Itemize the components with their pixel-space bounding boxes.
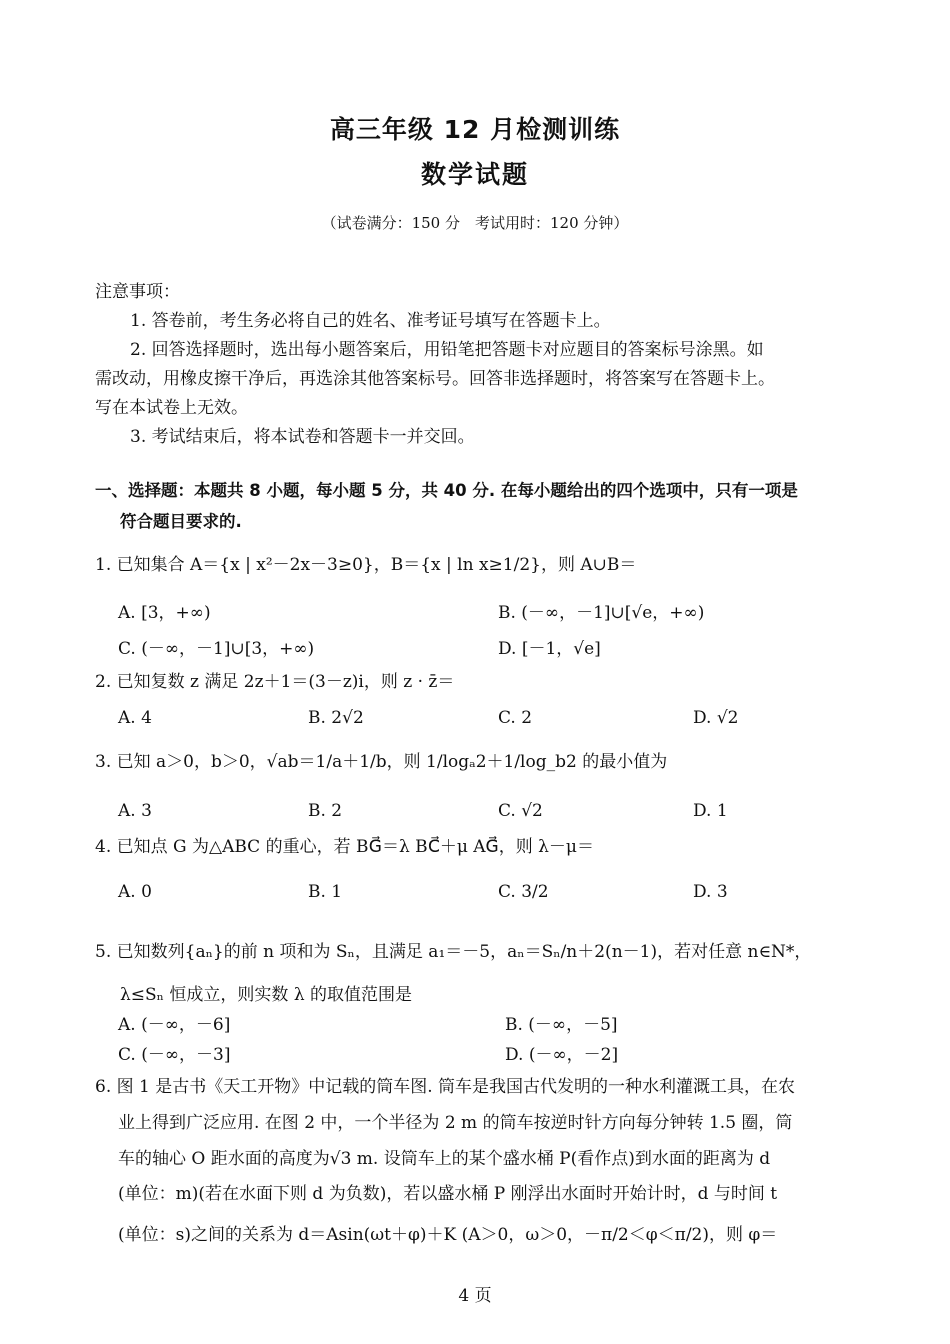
exam-title: 高三年级 12 月检测训练 [329,115,621,144]
note-item: 需改动，用橡皮擦干净后，再选涂其他答案标号。回答非选择题时，将答案写在答题卡上。 [95,369,775,389]
q1-option-a: A. [3，+∞) [118,603,211,623]
question-6-line: (单位：m)(若在水面下则 d 为负数)，若以盛水桶 P 刚浮出水面时开始计时，d 与时间 t [118,1184,778,1204]
question-6-line: 6. 图 1 是古书《天工开物》中记载的筒车图. 筒车是我国古代发明的一种水利灌溉工具，在农 [95,1077,796,1097]
q1-option-b: B. (－∞，－1]∪[√e，+∞) [498,603,705,623]
q2-option-a: A. 4 [118,708,152,728]
q5-option-a: A. (－∞，－6] [118,1015,231,1035]
question-4-stem: 4. 已知点 G 为△ABC 的重心，若 BG⃗＝λ BC⃗＋μ AG⃗，则 λ－μ＝ [95,837,594,857]
q4-option-d: D. 3 [693,882,728,902]
q1-option-d: D. [－1，√e] [498,639,601,659]
q2-option-b: B. 2√2 [308,708,364,728]
q2-option-d: D. √2 [693,708,739,728]
note-item: 1. 答卷前，考生务必将自己的姓名、准考证号填写在答题卡上。 [130,311,611,331]
notes-heading: 注意事项： [95,282,180,302]
question-5-stem-cont: λ≤Sₙ 恒成立，则实数 λ 的取值范围是 [120,985,413,1005]
note-item: 2. 回答选择题时，选出每小题答案后，用铅笔把答题卡对应题目的答案标号涂黑。如 [130,340,764,360]
question-2-stem: 2. 已知复数 z 满足 2z＋1＝(3－z)i，则 z · z̄＝ [95,672,455,692]
question-1-stem: 1. 已知集合 A＝{x | x²－2x－3≥0}，B＝{x | ln x≥1/2}，则 A∪B＝ [95,555,637,575]
q5-option-d: D. (－∞，－2] [505,1045,619,1065]
q5-option-b: B. (－∞，－5] [505,1015,618,1035]
q5-option-c: C. (－∞，－3] [118,1045,231,1065]
q4-option-a: A. 0 [118,882,152,902]
section-heading: 一、选择题：本题共 8 小题，每小题 5 分，共 40 分. 在每小题给出的四个选项中，只有一项是 [95,481,798,500]
exam-info: （试卷满分：150 分 考试用时：120 分钟） [321,214,629,232]
q3-option-b: B. 2 [308,801,343,821]
question-3-stem: 3. 已知 a＞0，b＞0，√ab＝1/a＋1/b，则 1/logₐ2＋1/log_b2 的最小值为 [95,752,668,772]
section-heading-cont: 符合题目要求的. [120,512,242,531]
note-item: 写在本试卷上无效。 [95,398,248,418]
question-5-stem: 5. 已知数列{aₙ}的前 n 项和为 Sₙ，且满足 a₁＝－5，aₙ＝Sₙ/n＋2(n－1)，若对任意 n∈N*， [95,942,812,962]
note-item: 3. 考试结束后，将本试卷和答题卡一并交回。 [130,427,475,447]
q3-option-c: C. √2 [498,801,543,821]
q1-option-c: C. (－∞，－1]∪[3，+∞) [118,639,315,659]
question-6-line: (单位：s)之间的关系为 d＝Asin(ωt＋φ)＋K (A＞0，ω＞0，－π/2＜φ＜π/2)，则 φ＝ [118,1225,778,1245]
exam-subtitle: 数学试题 [420,160,529,189]
q4-option-b: B. 1 [308,882,343,902]
page-number: 4 页 [458,1286,492,1306]
q2-option-c: C. 2 [498,708,533,728]
q3-option-a: A. 3 [118,801,152,821]
question-6-line: 业上得到广泛应用. 在图 2 中，一个半径为 2 m 的筒车按逆时针方向每分钟转 1.5 圈，筒 [118,1113,793,1133]
question-6-line: 车的轴心 O 距水面的高度为√3 m. 设筒车上的某个盛水桶 P(看作点)到水面的距离为 d [118,1149,771,1169]
q3-option-d: D. 1 [693,801,728,821]
q4-option-c: C. 3/2 [498,882,549,902]
